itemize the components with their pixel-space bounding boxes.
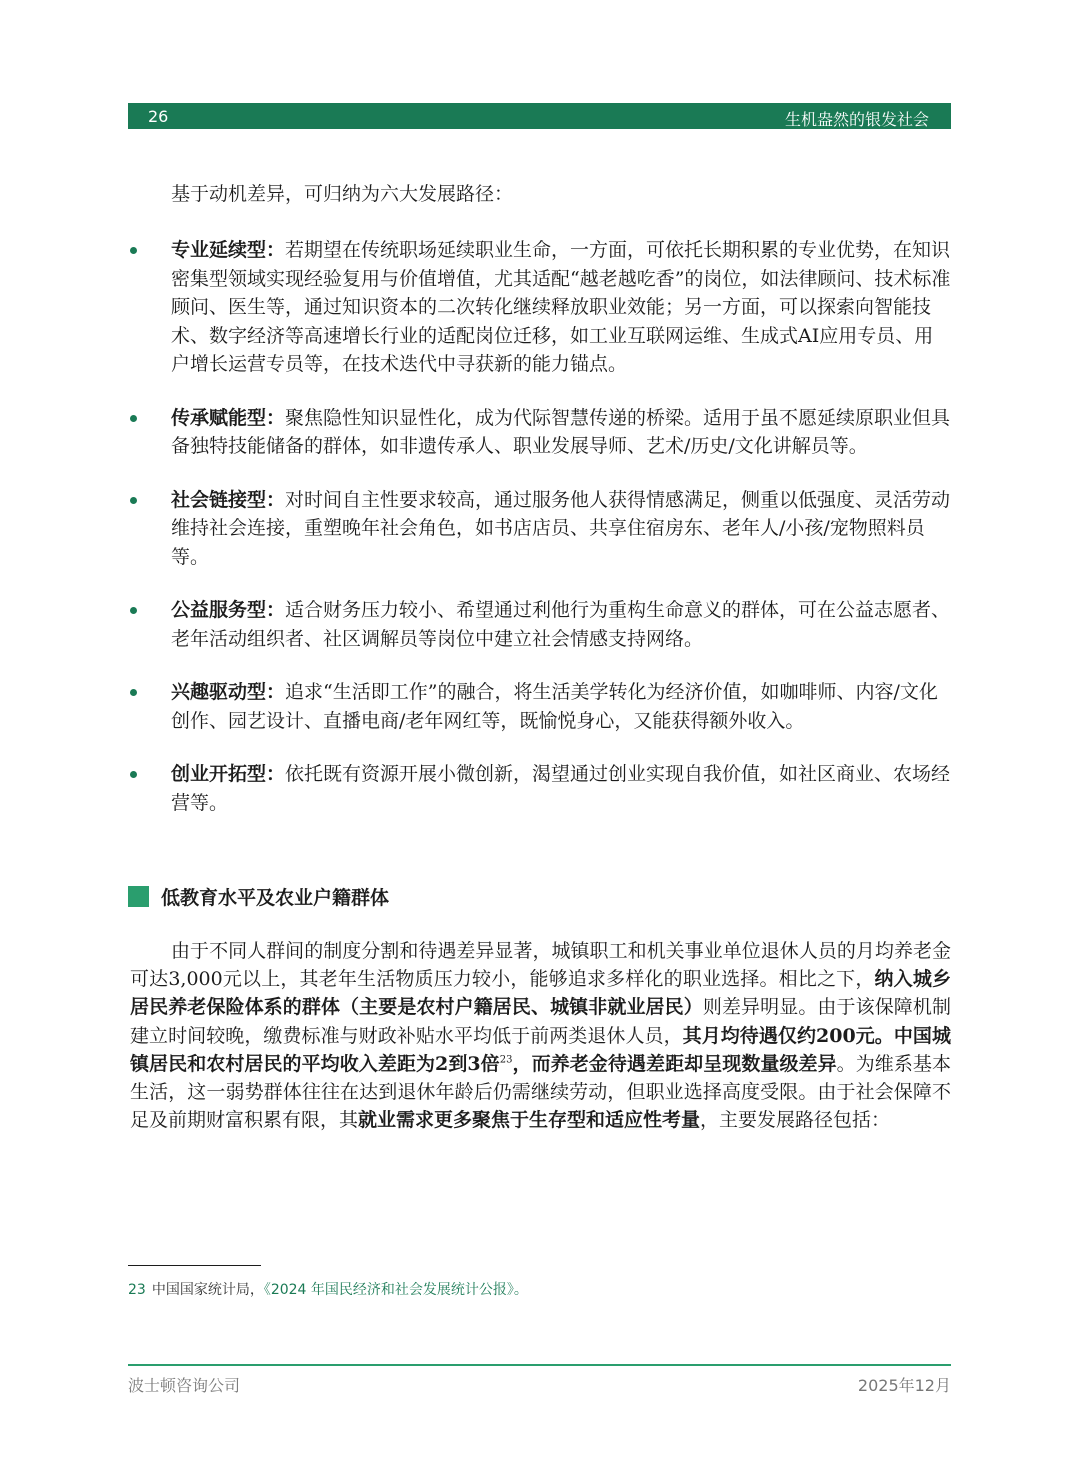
bullet-icon xyxy=(130,497,137,504)
header-title: 生机盎然的银发社会 xyxy=(784,110,929,129)
path-label: 创业开拓型： xyxy=(171,763,286,785)
section-square-icon xyxy=(128,886,149,907)
para-bold: 纳入城乡居民养老保险体系的群体（主要是农村户籍居民、城镇非就业居民） xyxy=(130,968,951,1019)
para-text: 则差异明显。由于该保障机制建立时间较晚，缴费标准与财政补贴水平均低于前两类退休人员， xyxy=(130,996,951,1047)
path-label: 专业延续型： xyxy=(171,239,286,261)
path-text: 若期望在传统职场延续职业生命，一方面，可依托长期积累的专业优势，在知识密集型领域实现经验复用与价值增值，尤其适配“越老越吃香”的岗位，如法律顾问、技术标准顾问、医生等，通过知识资本的二次转化继续释放职业效能；另一方面，可以探索向智能技术、数字经济等高速增长行业的适配岗位迁移，如工业互联网运维、生成式AI应用专员、用户增长运营专员等，在技术迭代中寻获新的能力锚点。 xyxy=(171,239,951,375)
footer-company: 波士顿咨询公司 xyxy=(128,1376,241,1395)
intro-text: 基于动机差异，可归纳为六大发展路径： xyxy=(171,183,514,205)
bullet-icon xyxy=(130,771,137,778)
bullet-icon xyxy=(130,415,137,422)
bullet-icon xyxy=(130,607,137,614)
body-paragraph xyxy=(130,937,951,1134)
path-label: 社会链接型： xyxy=(171,488,286,511)
para-bold: 其月均待遇仅约200元。中国城镇居民和农村居民的平均收入差距为2到3倍 xyxy=(130,1024,951,1075)
path-text: 对时间自主性要求较高，通过服务他人获得情感满足，侧重以低强度、灵活劳动维持社会连接，重塑晚年社会角色，如书店店员、共享住宿房东、老年人/小孩/宠物照料员等。 xyxy=(171,488,951,568)
list-item xyxy=(130,760,951,817)
path-text: 聚焦隐性知识显性化，成为代际智慧传递的桥梁。适用于虽不愿延续原职业但具备独特技能储备的群体，如非遗传承人、职业发展导师、艺术/历史/文化讲解员等。 xyxy=(171,406,951,457)
footnote-number: 23 xyxy=(128,1282,146,1298)
footnote-divider xyxy=(128,1265,261,1266)
path-label: 传承赋能型： xyxy=(171,406,286,429)
list-item xyxy=(130,596,951,653)
footnote-source: 中国国家统计局， xyxy=(151,1282,264,1298)
para-text: 由于不同人群间的制度分割和待遇差异显著，城镇职工和机关事业单位退休人员的月均养老金可达3,000元以上，其老年生活物质压力较小，能够追求多样化的职业选择。相比之下， xyxy=(130,940,951,991)
header-bar xyxy=(128,103,951,129)
list-item xyxy=(130,486,951,572)
path-list xyxy=(130,236,951,817)
footnote-title: 《2024 年国民经济和社会发展统计公报》。 xyxy=(263,1282,528,1298)
list-item xyxy=(130,404,951,461)
para-bold: ，而养老金待遇差距却呈现数量级差异 xyxy=(512,1052,837,1075)
path-text: 适合财务压力较小、希望通过利他行为重构生命意义的群体，可在公益志愿者、老年活动组织者、社区调解员等岗位中建立社会情感支持网络。 xyxy=(171,599,951,650)
list-item xyxy=(130,678,951,735)
path-label: 公益服务型： xyxy=(171,599,286,621)
section-title: 低教育水平及农业户籍群体 xyxy=(161,887,390,909)
para-text: ，主要发展路径包括： xyxy=(700,1109,891,1132)
para-text: 。为维系基本生活，这一弱势群体往往在达到退休年龄后仍需继续劳动，但职业选择高度受限。由于社会保障不足及前期财富积累有限，其 xyxy=(130,1052,951,1132)
footer-divider xyxy=(128,1364,951,1366)
path-text: 追求“生活即工作”的融合，将生活美学转化为经济价值，如咖啡师、内容/文化创作、园艺设计、直播电商/老年网红等，既愉悦身心，又能获得额外收入。 xyxy=(171,681,938,732)
footnote-ref[interactable]: 23 xyxy=(499,1054,513,1066)
bullet-icon xyxy=(130,247,137,254)
para-bold: 就业需求更多聚焦于生存型和适应性考量 xyxy=(358,1109,701,1132)
section-heading xyxy=(128,883,389,910)
footnote xyxy=(128,1279,528,1299)
list-item xyxy=(130,236,951,379)
path-label: 兴趣驱动型： xyxy=(171,681,286,703)
main-content xyxy=(130,180,951,842)
page-number: 26 xyxy=(148,107,169,126)
footer-date: 2025年12月 xyxy=(857,1376,951,1395)
path-text: 依托既有资源开展小微创新，渴望通过创业实现自我价值，如社区商业、农场经营等。 xyxy=(171,763,951,814)
bullet-icon xyxy=(130,689,137,696)
